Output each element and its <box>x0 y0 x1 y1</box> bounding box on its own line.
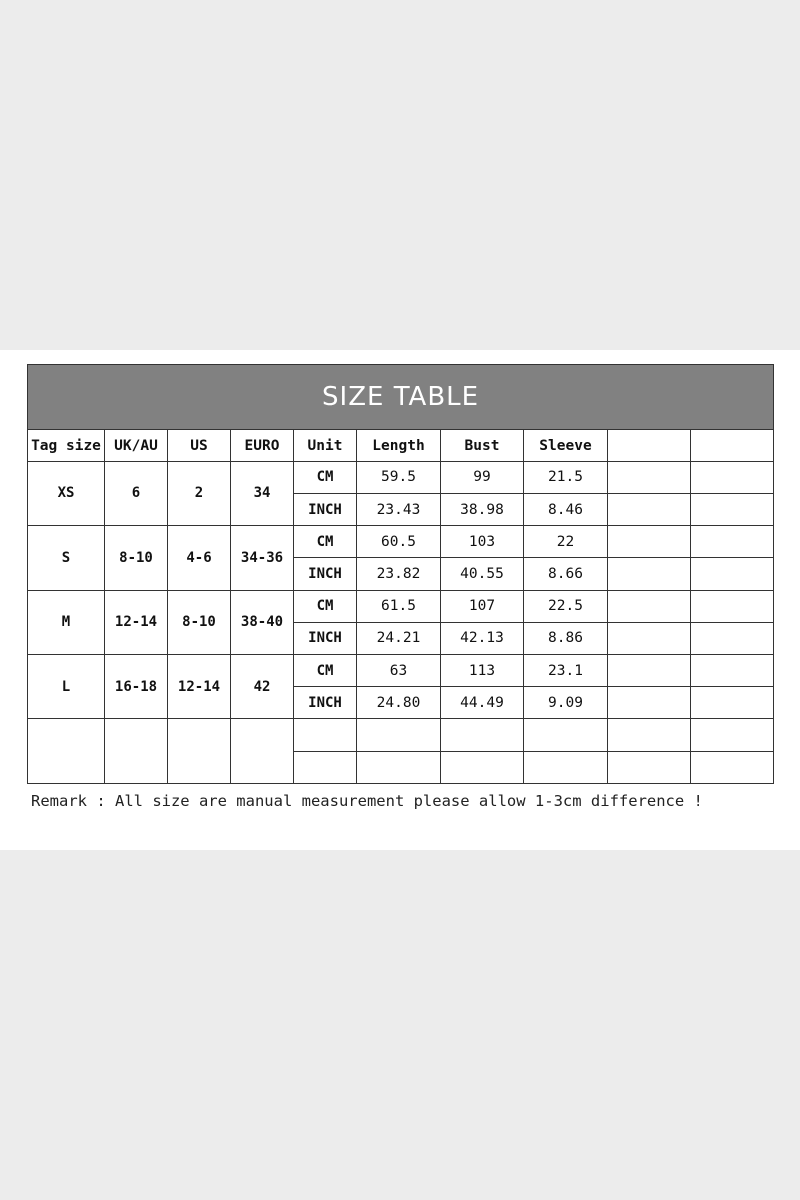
length-cell: 63 <box>357 655 441 687</box>
empty-cell <box>357 751 441 783</box>
sleeve-cell: 22 <box>524 526 608 558</box>
bust-cell: 44.49 <box>441 687 524 719</box>
empty-cell <box>357 719 441 751</box>
us-cell: 4-6 <box>168 526 231 590</box>
euro-cell: 42 <box>231 655 294 719</box>
column-header-us: US <box>168 430 231 461</box>
empty-cell <box>691 590 774 622</box>
unit-cell: CM <box>294 590 357 622</box>
column-header-uk-au: UK/AU <box>105 430 168 461</box>
empty-cell <box>691 493 774 525</box>
unit-cell: CM <box>294 526 357 558</box>
column-header-empty <box>691 430 774 461</box>
unit-cell: CM <box>294 655 357 687</box>
empty-cell <box>691 751 774 783</box>
table-title: SIZE TABLE <box>28 365 774 430</box>
length-cell: 24.80 <box>357 687 441 719</box>
unit-cell: INCH <box>294 687 357 719</box>
size-table <box>27 364 774 784</box>
empty-cell <box>691 461 774 493</box>
column-header-bust: Bust <box>441 430 524 461</box>
uk-au-cell: 8-10 <box>105 526 168 590</box>
bust-cell: 42.13 <box>441 622 524 654</box>
empty-cell <box>294 751 357 783</box>
empty-cell <box>691 719 774 751</box>
sleeve-cell: 23.1 <box>524 655 608 687</box>
table-row <box>28 655 774 687</box>
empty-cell <box>168 719 231 784</box>
sleeve-cell: 8.66 <box>524 558 608 590</box>
column-header-unit: Unit <box>294 430 357 461</box>
bust-cell: 113 <box>441 655 524 687</box>
column-header-length: Length <box>357 430 441 461</box>
length-cell: 23.82 <box>357 558 441 590</box>
column-header-sleeve: Sleeve <box>524 430 608 461</box>
empty-cell <box>441 751 524 783</box>
bust-cell: 103 <box>441 526 524 558</box>
remark-text: Remark : All size are manual measurement please allow 1-3cm difference ! <box>31 792 703 810</box>
sleeve-cell: 8.46 <box>524 493 608 525</box>
empty-cell <box>691 558 774 590</box>
uk-au-cell: 6 <box>105 461 168 525</box>
table-row <box>28 719 774 751</box>
unit-cell: INCH <box>294 622 357 654</box>
bust-cell: 107 <box>441 590 524 622</box>
length-cell: 23.43 <box>357 493 441 525</box>
empty-cell <box>231 719 294 784</box>
unit-cell: CM <box>294 461 357 493</box>
empty-cell <box>524 719 608 751</box>
empty-cell <box>608 526 691 558</box>
sleeve-cell: 21.5 <box>524 461 608 493</box>
empty-cell <box>691 655 774 687</box>
length-cell: 24.21 <box>357 622 441 654</box>
uk-au-cell: 16-18 <box>105 655 168 719</box>
empty-cell <box>608 751 691 783</box>
tag-size-cell: XS <box>28 461 105 525</box>
uk-au-cell: 12-14 <box>105 590 168 654</box>
empty-cell <box>28 719 105 784</box>
header-row <box>28 430 774 461</box>
empty-cell <box>441 719 524 751</box>
length-cell: 61.5 <box>357 590 441 622</box>
bust-cell: 99 <box>441 461 524 493</box>
empty-cell <box>691 622 774 654</box>
us-cell: 2 <box>168 461 231 525</box>
empty-cell <box>691 526 774 558</box>
tag-size-cell: S <box>28 526 105 590</box>
length-cell: 60.5 <box>357 526 441 558</box>
tag-size-cell: M <box>28 590 105 654</box>
size-chart-panel <box>0 350 800 850</box>
empty-cell <box>524 751 608 783</box>
sleeve-cell: 8.86 <box>524 622 608 654</box>
empty-cell <box>608 687 691 719</box>
unit-cell: INCH <box>294 558 357 590</box>
us-cell: 8-10 <box>168 590 231 654</box>
bust-cell: 40.55 <box>441 558 524 590</box>
euro-cell: 34-36 <box>231 526 294 590</box>
euro-cell: 38-40 <box>231 590 294 654</box>
empty-cell <box>691 687 774 719</box>
empty-cell <box>294 719 357 751</box>
length-cell: 59.5 <box>357 461 441 493</box>
sleeve-cell: 22.5 <box>524 590 608 622</box>
tag-size-cell: L <box>28 655 105 719</box>
empty-cell <box>608 655 691 687</box>
column-header-tag-size: Tag size <box>28 430 105 461</box>
empty-cell <box>608 719 691 751</box>
table-row <box>28 590 774 622</box>
empty-cell <box>608 461 691 493</box>
column-header-euro: EURO <box>231 430 294 461</box>
column-header-empty <box>608 430 691 461</box>
table-row <box>28 461 774 493</box>
empty-cell <box>608 590 691 622</box>
empty-cell <box>608 622 691 654</box>
table-row <box>28 526 774 558</box>
us-cell: 12-14 <box>168 655 231 719</box>
empty-cell <box>608 493 691 525</box>
unit-cell: INCH <box>294 493 357 525</box>
sleeve-cell: 9.09 <box>524 687 608 719</box>
euro-cell: 34 <box>231 461 294 525</box>
bust-cell: 38.98 <box>441 493 524 525</box>
empty-cell <box>105 719 168 784</box>
empty-cell <box>608 558 691 590</box>
